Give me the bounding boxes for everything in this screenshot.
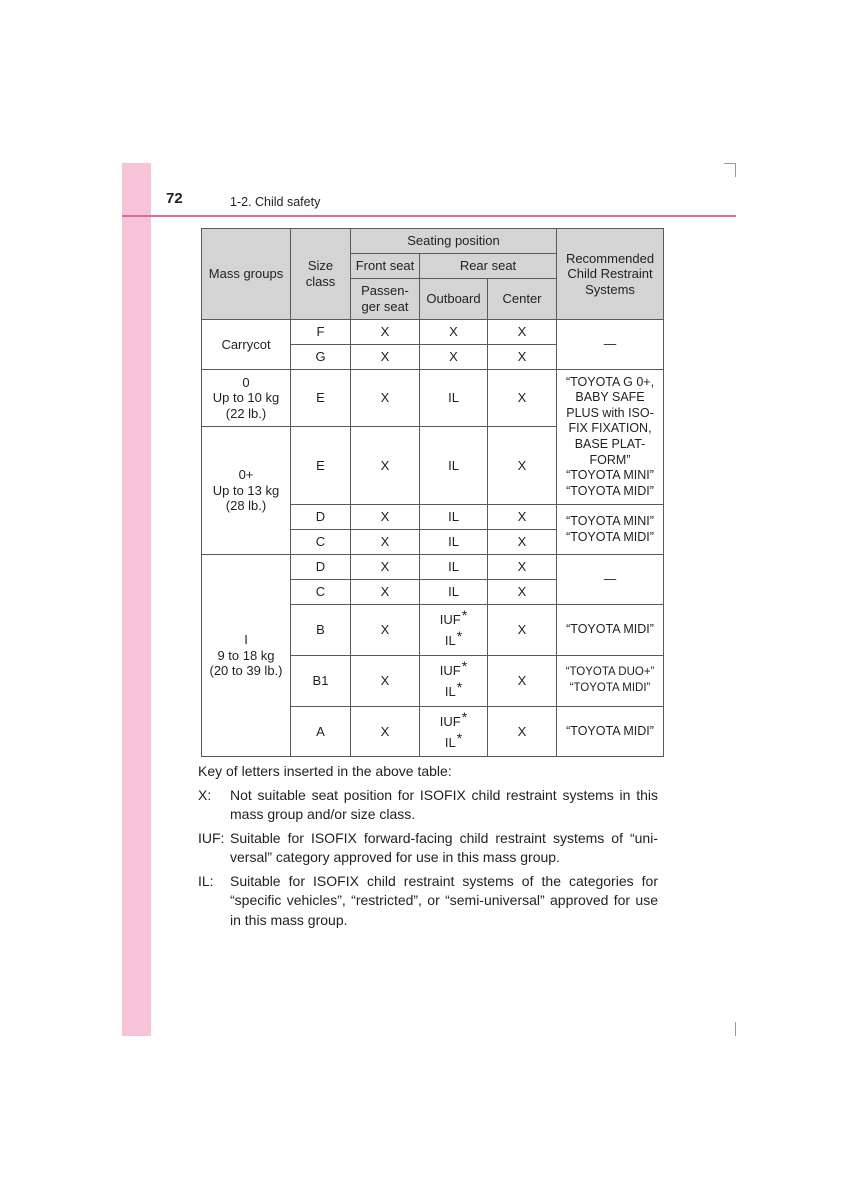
outboard-value: IL (448, 534, 459, 549)
mass-group-line: Up to 10 kg (212, 390, 280, 406)
size-class-cell: B (291, 605, 351, 656)
col-header-rear-seat: Rear seat (420, 254, 557, 279)
size-class-cell: C (291, 580, 351, 605)
recommended-crs-cell (557, 320, 664, 370)
passenger-seat-cell: X (351, 427, 420, 505)
note-x (198, 786, 658, 825)
size-class-cell: G (291, 345, 351, 370)
crop-mark-bottom-right (735, 1022, 736, 1036)
size-class-cell: E (291, 427, 351, 505)
recommended-crs-line: “TOYOTA MIDI” (566, 483, 654, 498)
mass-group-line: 0+ (238, 467, 254, 483)
mass-group-line: 0 (242, 374, 250, 390)
mass-group-line: (22 lb.) (225, 405, 267, 421)
col-header-front-seat: Front seat (351, 254, 420, 279)
center-cell: X (488, 320, 557, 345)
recommended-crs-line: — (603, 571, 617, 586)
col-header-size-class: Size class (291, 229, 351, 320)
center-cell: X (488, 427, 557, 505)
outboard-value: X (449, 324, 458, 339)
note-term: X: (198, 786, 212, 803)
center-cell: X (488, 555, 557, 580)
outboard-cell (420, 320, 488, 345)
outboard-cell (420, 427, 488, 505)
mass-group-line: (28 lb.) (225, 498, 267, 514)
col-header-center: Center (488, 279, 557, 320)
mass-group-line: I (244, 632, 248, 648)
recommended-crs-line: “TOYOTA MIDI” (566, 529, 654, 544)
mass-group-line: Carrycot (221, 336, 271, 352)
recommended-crs-cell (557, 707, 664, 757)
outboard-value: IL* (444, 679, 463, 699)
outboard-value: X (449, 349, 458, 364)
outboard-cell (420, 580, 488, 605)
size-class-cell: E (291, 370, 351, 427)
recommended-crs-line: FORM” (589, 452, 631, 467)
key-title: Key of letters inserted in the above table: (198, 763, 452, 779)
recommended-crs-line: PLUS with ISO- (566, 405, 654, 420)
outboard-value: IUF* (439, 708, 468, 729)
recommended-crs-line: “TOYOTA DUO+” (565, 666, 655, 679)
recommended-crs-line: “TOYOTA MINI” (566, 468, 654, 483)
recommended-crs-line: “TOYOTA G 0+, (565, 374, 655, 389)
table-row (202, 555, 664, 580)
asterisk-mark: * (456, 628, 463, 644)
table-row (202, 370, 664, 427)
asterisk-mark: * (456, 729, 463, 746)
outboard-value: IL (448, 457, 459, 473)
center-cell: X (488, 656, 557, 707)
size-class-cell: D (291, 505, 351, 530)
outboard-cell (420, 656, 488, 707)
recommended-crs-cell (557, 605, 664, 656)
recommended-crs-line: — (603, 336, 617, 351)
note-desc: Suitable for ISOFIX child restraint systems of the categories for “specific vehicles”, “restricted”, or “semi-universal” approved for use in this mass group. (230, 872, 658, 928)
size-class-cell: D (291, 555, 351, 580)
table-row (202, 320, 664, 345)
center-cell: X (488, 707, 557, 757)
pink-side-tab (122, 163, 151, 1036)
recommended-crs-cell (557, 505, 664, 555)
header-rule (122, 215, 736, 217)
center-cell: X (488, 370, 557, 427)
mass-group-line: Up to 13 kg (212, 482, 280, 498)
asterisk-mark: * (461, 658, 468, 674)
mass-group-line: (20 to 39 lb.) (209, 663, 283, 679)
outboard-cell (420, 345, 488, 370)
outboard-cell (420, 530, 488, 555)
size-class-cell: B1 (291, 656, 351, 707)
col-header-seating-position: Seating position (351, 229, 557, 254)
asterisk-mark: * (461, 708, 468, 725)
recommended-crs-line: “TOYOTA MINI” (566, 513, 654, 528)
outboard-value: IL (448, 584, 459, 599)
recommended-crs-cell (557, 370, 664, 505)
note-iuf (198, 829, 658, 868)
center-cell: X (488, 530, 557, 555)
mass-group-cell (202, 555, 291, 757)
center-cell: X (488, 505, 557, 530)
asterisk-mark: * (461, 607, 468, 623)
section-title: 1-2. Child safety (230, 195, 321, 209)
outboard-cell (420, 605, 488, 656)
outboard-cell (420, 505, 488, 530)
size-class-cell: C (291, 530, 351, 555)
recommended-crs-cell (557, 656, 664, 707)
outboard-value: IL* (444, 729, 463, 750)
outboard-value: IL (448, 509, 459, 524)
outboard-value: IUF* (439, 658, 468, 678)
outboard-value: IUF* (439, 607, 468, 627)
col-header-outboard: Outboard (420, 279, 488, 320)
passenger-seat-cell: X (351, 530, 420, 555)
note-term: IL: (198, 872, 214, 889)
col-header-passenger-seat (351, 279, 420, 320)
passenger-seat-cell: X (351, 320, 420, 345)
passenger-seat-cell: X (351, 370, 420, 427)
passenger-seat-cell: X (351, 580, 420, 605)
outboard-value: IL* (444, 628, 463, 648)
outboard-cell (420, 555, 488, 580)
passenger-seat-cell: X (351, 605, 420, 656)
recommended-crs-line: “TOYOTA MIDI” (569, 682, 651, 694)
key-of-letters (198, 762, 658, 934)
mass-group-line: 9 to 18 kg (217, 647, 275, 663)
passenger-seat-cell: X (351, 555, 420, 580)
outboard-value: IL (448, 559, 459, 574)
recommended-crs-line: BABY SAFE (575, 390, 645, 405)
note-desc: Suitable for ISOFIX forward-facing child restraint systems of “uni-versal” category approved for use in this mass group. (230, 829, 658, 865)
passenger-seat-cell: X (351, 707, 420, 757)
asterisk-mark: * (456, 679, 463, 695)
center-cell: X (488, 605, 557, 656)
passenger-seat-cell: X (351, 345, 420, 370)
outboard-cell (420, 370, 488, 427)
page-number: 72 (166, 190, 183, 207)
outboard-value: IL (448, 390, 459, 405)
note-term: IUF: (198, 829, 225, 846)
isofix-suitability-table (201, 228, 664, 757)
center-cell: X (488, 345, 557, 370)
note-il (198, 872, 658, 931)
size-class-cell: A (291, 707, 351, 757)
outboard-cell (420, 707, 488, 757)
mass-group-cell (202, 320, 291, 370)
col-header-mass-groups: Mass groups (202, 229, 291, 320)
size-class-cell: F (291, 320, 351, 345)
mass-group-cell (202, 427, 291, 555)
passenger-seat-cell: X (351, 656, 420, 707)
crop-mark-top-right (724, 163, 736, 177)
col-header-recommended: Recommended Child Restraint Systems (557, 229, 664, 320)
mass-group-cell (202, 370, 291, 427)
note-desc: Not suitable seat position for ISOFIX child restraint systems in this mass group and/or size class. (230, 786, 658, 822)
recommended-crs-line: “TOYOTA MIDI” (566, 723, 654, 738)
recommended-crs-cell (557, 555, 664, 605)
passenger-seat-label: Passen- ger seat (361, 283, 409, 314)
recommended-crs-line: FIX FIXATION, (568, 421, 652, 436)
recommended-crs-line: BASE PLAT- (574, 437, 646, 451)
center-cell: X (488, 580, 557, 605)
passenger-seat-cell: X (351, 505, 420, 530)
recommended-crs-line: “TOYOTA MIDI” (566, 622, 654, 637)
